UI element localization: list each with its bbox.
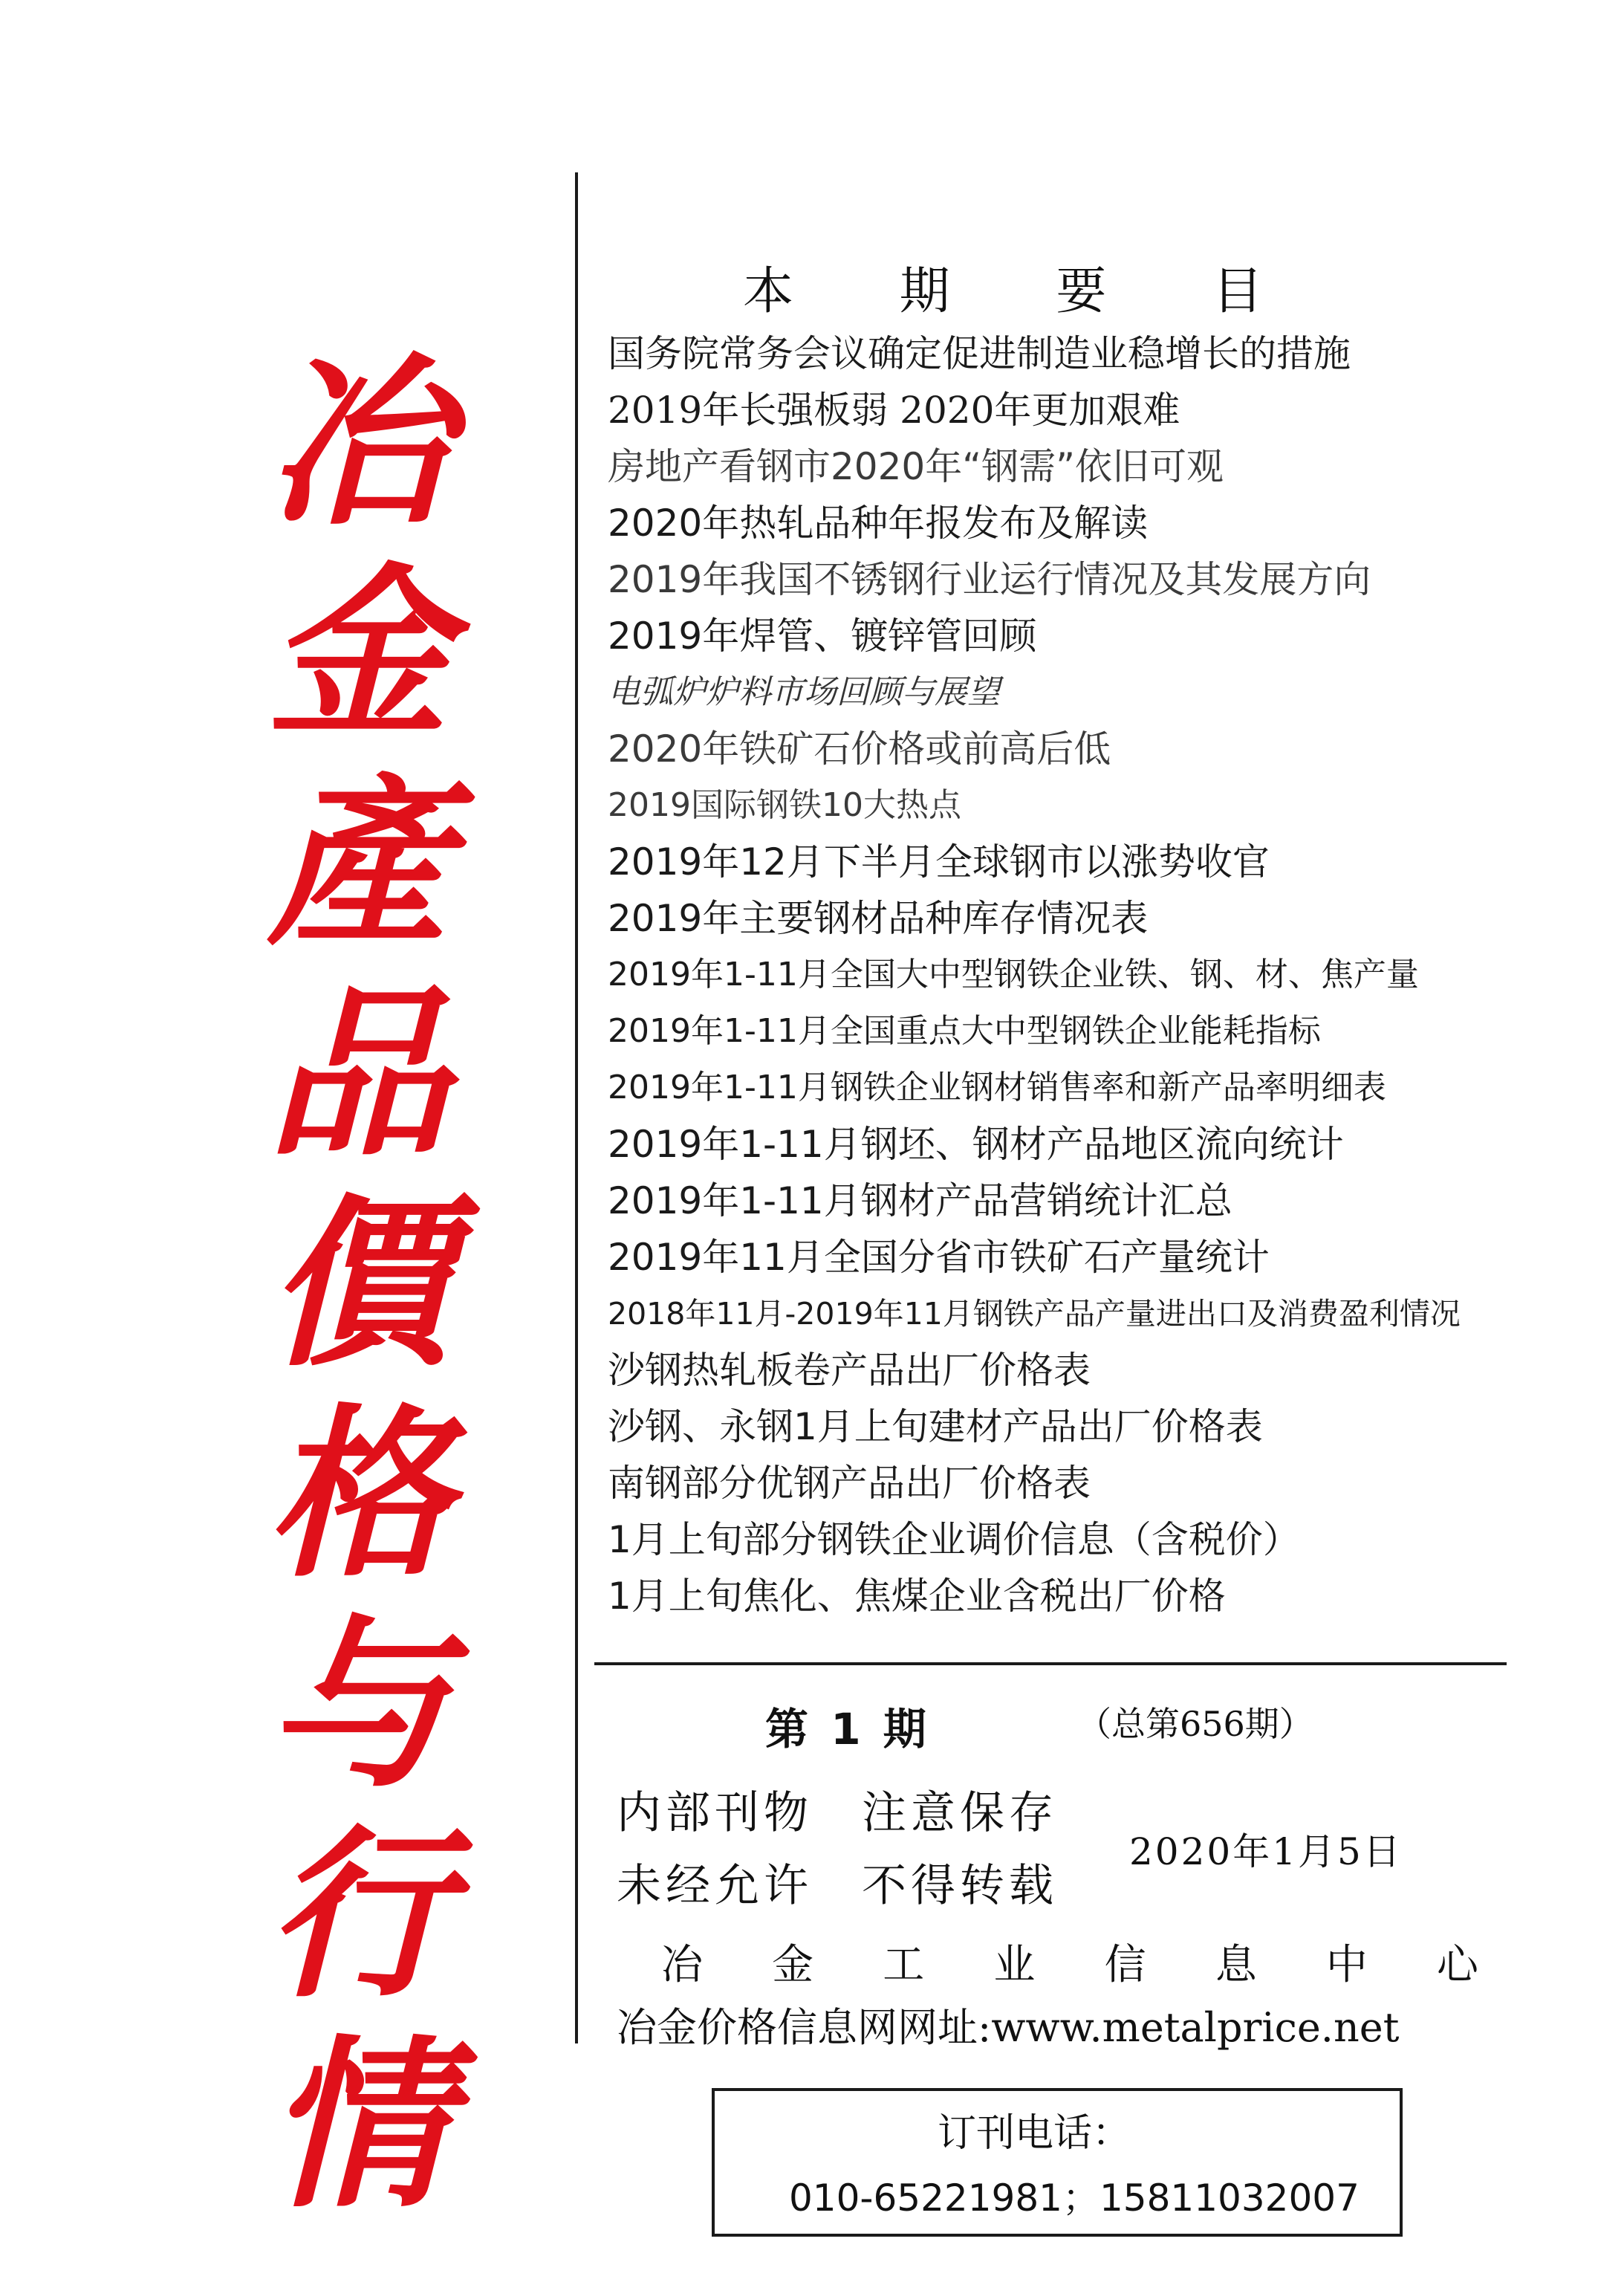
contents-item: 1月上旬焦化、焦煤企业含税出厂价格 [608, 1575, 1226, 1618]
contents-item: 2020年热轧品种年报发布及解读 [608, 502, 1149, 545]
website-line: 冶金价格信息网网址:www.metalprice.net [617, 2004, 1400, 2051]
masthead-char: 價 [267, 1177, 450, 1392]
contents-item: 2019年12月下半月全球钢市以涨势收官 [608, 840, 1270, 884]
contents-heading-char: 本 [743, 262, 794, 321]
contents-heading-char: 期 [899, 262, 950, 321]
publisher-name-char: 息 [1215, 1941, 1257, 1989]
masthead-char: 金 [267, 546, 450, 761]
publication-date: 2020年1月5日 [1129, 1830, 1403, 1873]
contents-item: 2019年1-11月钢铁企业钢材销售率和新产品率明细表 [608, 1069, 1386, 1106]
contents-item: 2019年11月全国分省市铁矿石产量统计 [608, 1236, 1270, 1279]
subscription-phones: 010-65221981；15811032007 [789, 2176, 1360, 2220]
contents-heading-char: 目 [1212, 262, 1263, 321]
contents-item: 沙钢、永钢1月上旬建材产品出厂价格表 [608, 1405, 1263, 1448]
contents-item: 南钢部分优钢产品出厂价格表 [608, 1462, 1091, 1505]
contents-item: 2018年11月-2019年11月钢铁产品产量进出口及消费盈利情况 [608, 1296, 1461, 1332]
publisher-name-char: 金 [772, 1941, 814, 1989]
masthead-char: 与 [267, 1598, 450, 1812]
contents-item: 电弧炉炉料市场回顾与展望 [608, 673, 1000, 711]
contents-item: 2019年1-11月全国重点大中型钢铁企业能耗指标 [608, 1012, 1321, 1050]
notice-line-2: 未经允许 不得转载 [617, 1860, 1058, 1912]
issue-info [765, 1694, 1508, 1754]
subscription-box [712, 2088, 1403, 2237]
masthead-title [264, 338, 453, 2231]
masthead-char: 冶 [267, 336, 450, 551]
contents-item: 2019年1-11月全国大中型钢铁企业铁、钢、材、焦产量 [608, 956, 1419, 993]
contents-item: 2019年1-11月钢坯、钢材产品地区流向统计 [608, 1123, 1344, 1166]
contents-item: 2019年1-11月钢材产品营销统计汇总 [608, 1179, 1232, 1222]
masthead-char: 情 [267, 2018, 450, 2233]
notice-line-1: 内部刊物 注意保存 [617, 1787, 1058, 1839]
contents-heading-char: 要 [1056, 262, 1107, 321]
publisher-name-char: 信 [1104, 1941, 1146, 1989]
contents-heading [743, 251, 1263, 323]
contents-item: 2019国际钢铁10大热点 [608, 786, 961, 824]
contents-item: 国务院常务会议确定促进制造业稳增长的措施 [608, 332, 1351, 375]
contents-item: 房地产看钢市2020年“钢需”依旧可观 [608, 445, 1224, 488]
publisher-name-char: 心 [1436, 1941, 1478, 1989]
horizontal-divider [594, 1662, 1507, 1665]
masthead-char: 行 [267, 1808, 450, 2023]
masthead-char: 格 [267, 1387, 450, 1602]
issue-number: 第 1 期 [765, 1704, 926, 1754]
publisher-name-char: 工 [883, 1941, 925, 1989]
publisher-name-char: 中 [1325, 1941, 1368, 1989]
contents-item: 2019年我国不锈钢行业运行情况及其发展方向 [608, 558, 1371, 601]
contents-item: 1月上旬部分钢铁企业调价信息（含税价） [608, 1518, 1300, 1561]
publisher-name-char: 冶 [661, 1941, 703, 1989]
issue-total: （总第656期） [1077, 1704, 1313, 1744]
contents-item: 沙钢热轧板卷产品出厂价格表 [608, 1349, 1091, 1392]
vertical-divider [575, 172, 578, 2043]
contents-list [608, 325, 1581, 1624]
contents-item: 2019年长强板弱 2020年更加艰难 [608, 389, 1180, 432]
masthead-char: 品 [267, 967, 450, 1181]
masthead-char: 產 [267, 756, 450, 971]
contents-item: 2019年主要钢材品种库存情况表 [608, 897, 1149, 940]
publisher-name [661, 1932, 1478, 1991]
contents-item: 2020年铁矿石价格或前高后低 [608, 727, 1111, 771]
publisher-name-char: 业 [993, 1941, 1036, 1989]
contents-item: 2019年焊管、镀锌管回顾 [608, 615, 1037, 658]
subscription-label: 订刊电话： [938, 2111, 1131, 2156]
